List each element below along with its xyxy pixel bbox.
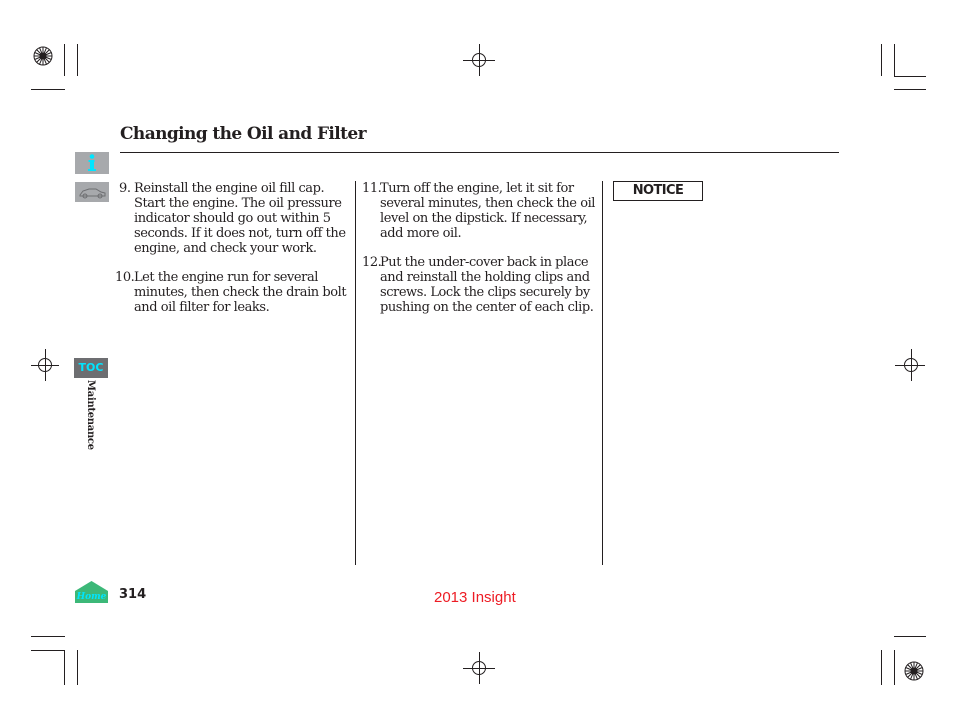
crop-mark xyxy=(64,650,65,685)
notice-label: NOTICE xyxy=(613,181,703,201)
registration-starburst-icon xyxy=(33,46,53,66)
step-text: Let the engine run for several minutes, then check the drain bolt and oil filter for leaks. xyxy=(134,270,347,315)
registration-cross xyxy=(911,349,912,381)
home-label: Home xyxy=(76,592,107,602)
registration-starburst-icon xyxy=(904,661,924,681)
info-button[interactable] xyxy=(75,152,109,174)
column-divider xyxy=(602,181,603,565)
crop-mark xyxy=(31,650,65,651)
step-number: 10. xyxy=(115,270,135,285)
info-icon xyxy=(75,152,109,174)
step-text: Reinstall the engine oil fill cap. Start the engine. The oil pressure indicator should go out within 5 seconds. If it does not, turn off the engine, and check your work. xyxy=(134,181,346,256)
model-name: 2013 Insight xyxy=(434,589,516,606)
registration-cross xyxy=(479,44,480,76)
car-icon xyxy=(75,182,109,202)
page-number: 314 xyxy=(119,587,147,602)
step-number: 12. xyxy=(362,255,382,270)
crop-mark xyxy=(31,89,65,90)
toc-button[interactable]: TOC xyxy=(74,358,108,378)
registration-cross xyxy=(895,365,925,366)
registration-cross xyxy=(479,652,480,684)
step-number: 11. xyxy=(362,181,382,196)
crop-mark xyxy=(894,89,926,90)
registration-cross xyxy=(45,349,46,381)
step-text: Put the under-cover back in place and reinstall the holding clips and screws. Lock the clips securely by pushing on the center of each clip. xyxy=(380,255,594,315)
crop-mark xyxy=(77,44,78,76)
title-divider xyxy=(120,152,839,153)
list-item xyxy=(115,270,349,320)
crop-mark xyxy=(77,650,78,685)
crop-mark xyxy=(894,650,895,685)
section-label: Maintenance xyxy=(85,380,96,450)
page-title: Changing the Oil and Filter xyxy=(120,124,366,144)
crop-mark xyxy=(894,76,926,77)
list-item xyxy=(362,181,598,245)
step-text: Turn off the engine, let it sit for several minutes, then check the oil level on the dipstick. If necessary, add more oil. xyxy=(380,181,595,241)
crop-mark xyxy=(31,636,65,637)
vehicle-index-button[interactable] xyxy=(75,182,109,202)
crop-mark xyxy=(881,650,882,685)
crop-mark xyxy=(64,44,65,76)
step-number: 9. xyxy=(119,181,131,196)
crop-mark xyxy=(881,44,882,76)
crop-mark xyxy=(894,636,926,637)
crop-mark xyxy=(894,44,895,76)
home-button[interactable] xyxy=(73,580,110,604)
column-divider xyxy=(355,181,356,565)
list-item xyxy=(362,255,598,319)
list-item xyxy=(119,181,349,261)
